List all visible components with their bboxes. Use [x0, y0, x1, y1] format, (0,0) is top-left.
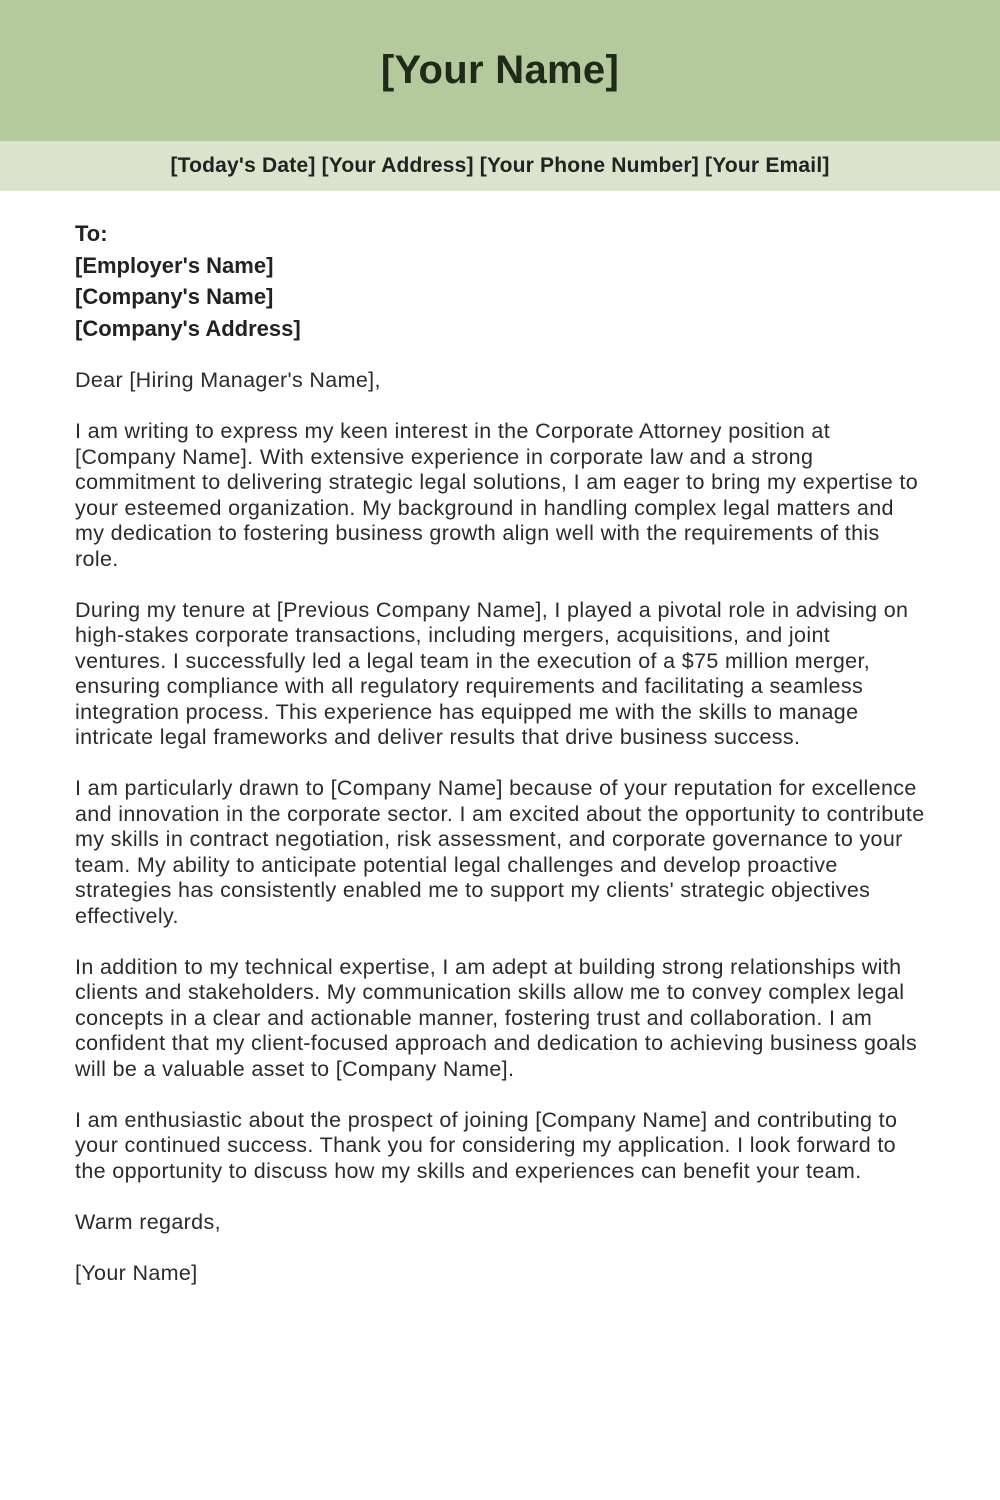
sender-name: [Your Name]: [380, 48, 620, 92]
signature: [Your Name]: [75, 1260, 198, 1285]
salutation: Dear [Hiring Manager's Name],: [75, 368, 381, 392]
to-label: To:: [75, 221, 108, 246]
closing: Warm regards,: [75, 1209, 221, 1234]
letter-header: [0, 0, 1000, 141]
paragraph: I am enthusiastic about the prospect of joining [Company Name] and contributing to your continued success. Thank you for considering my application. I look forward to the opportunity to discuss how my skills and experiences can benefit your team.: [75, 1107, 898, 1183]
paragraph: I am particularly drawn to [Company Name] because of your reputation for excellence and innovation in the corporate sector. I am excited about the opportunity to contribute my skills in contract negotiation, risk assessment, and corporate governance to your team. My ability to anticipate potential legal challenges and develop proactive strategies has consistently enabled me to support my clients' strategic objectives effectively.: [75, 776, 925, 928]
contact-info-bar: [Today's Date] [Your Address] [Your Phone Number] [Your Email]: [0, 141, 1000, 191]
recipient-block: [75, 218, 925, 344]
employer-name: [Employer's Name]: [75, 252, 274, 278]
paragraph: During my tenure at [Previous Company Name], I played a pivotal role in advising on high-stakes corporate transactions, including mergers, acquisitions, and joint ventures. I successfully led a legal team in the execution of a $75 million merger, ensuring compliance with all regulatory requirements and facilitating a seamless integration process. This experience has equipped me with the skills to manage intricate legal frameworks and deliver results that drive business success.: [75, 597, 909, 749]
paragraph: In addition to my technical expertise, I am adept at building strong relationships with clients and stakeholders. My communication skills allow me to convey complex legal concepts in a clear and actionable manner, fostering trust and collaboration. I am confident that my client-focused approach and dedication to achieving business goals will be a valuable asset to [Company Name].: [75, 954, 918, 1081]
company-name: [Company's Name]: [75, 284, 274, 309]
company-address: [Company's Address]: [75, 315, 301, 341]
letter-body: [0, 191, 1000, 1286]
paragraph: I am writing to express my keen interest in the Corporate Attorney position at [Company Name]. With extensive experience in corporate law and a strong commitment to delivering strategic legal solutions, I am eager to bring my expertise to your esteemed organization. My background in handling complex legal matters and my dedication to fostering business growth align well with the requirements of this role.: [75, 419, 919, 571]
